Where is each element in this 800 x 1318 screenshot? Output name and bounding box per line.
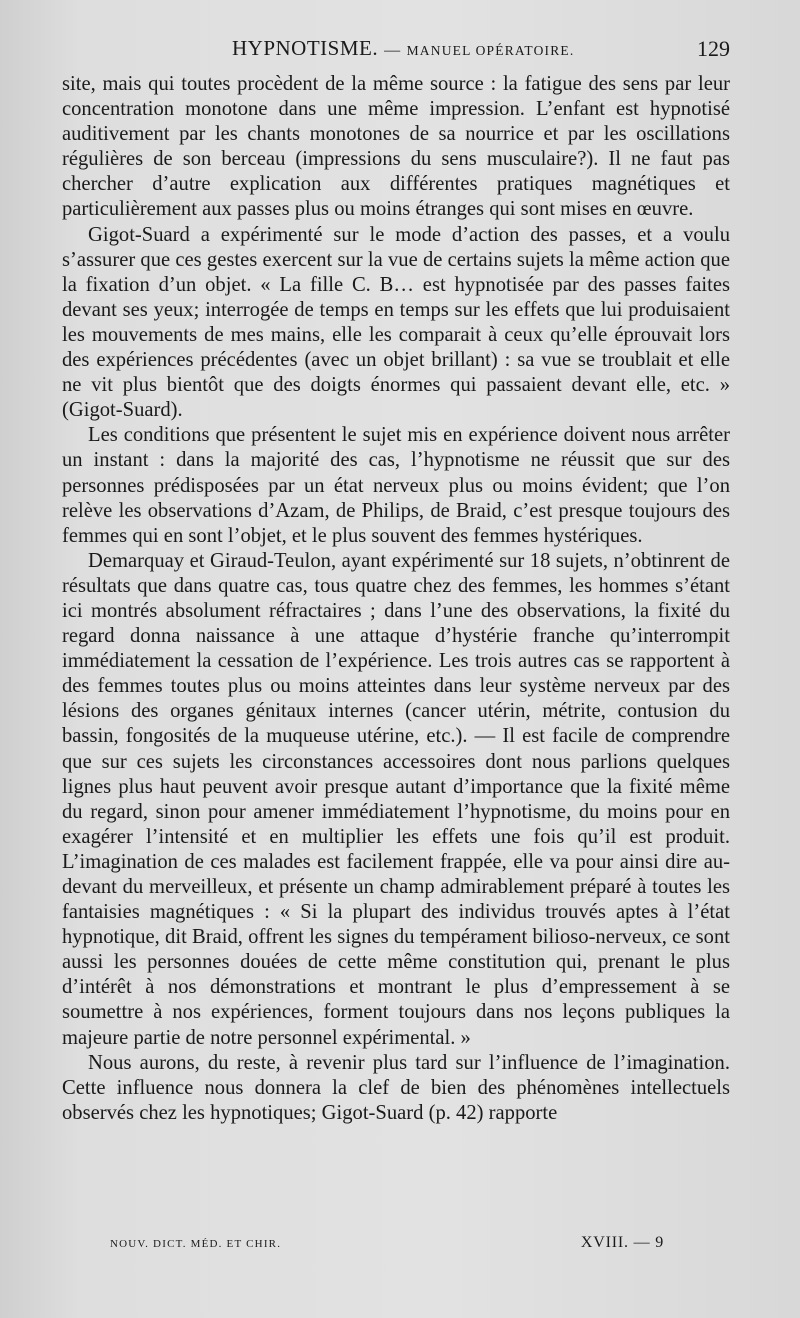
running-header — [62, 36, 730, 64]
header-dash: — — [384, 42, 401, 59]
paragraph: Les conditions que présentent le sujet mis en expérience doivent nous arrêter un instant : dans la majorité des cas, l’hypnotisme ne réussit que sur des personnes prédisposées par un état nerveux plus ou moins évident; que l’on relève les observations d’Azam, de Philips, de Braid, c’est presque toujours des femmes qui en sont l’objet, et le plus souvent des femmes hystériques. — [62, 424, 730, 547]
footer-signature: NOUV. DICT. MÉD. ET CHIR. — [110, 1238, 282, 1250]
header-title: HYPNOTISME. — [232, 36, 379, 60]
page-number: 129 — [697, 36, 730, 61]
body-text — [62, 72, 730, 1126]
running-title — [232, 36, 574, 61]
footer-volume: XVIII. — 9 — [580, 1234, 664, 1251]
page-footer — [110, 1234, 664, 1256]
paragraph: Demarquay et Giraud-Teulon, ayant expérimenté sur 18 sujets, n’obtinrent de résultats que dans quatre cas, tous quatre chez des femmes, les hommes s’étant ici montrés absolument réfractaires ; dans l’une des observations, la fixité du regard donna naissance à une attaque d’hystérie franche qu’interrompit immédiatement la cessation de l’expérience. Les trois autres cas se rapportent à des femmes toutes plus ou moins atteintes dans leur système nerveux par des lésions des organes génitaux internes (cancer utérin, métrite, contusion du bassin, fongosités de la muqueuse utérine, etc.). — Il est facile de comprendre que sur ces sujets les circonstances accessoires dont nous parlions quelques lignes plus haut peuvent avoir presque autant d’importance que la fixité même du regard, sinon pour amener immédiatement l’hypnotisme, du moins pour en exagérer l’intensité et en multiplier les effets une fois qu’il est produit. L’imagination de ces malades est facilement frappée, elle va pour ainsi dire au-devant du merveilleux, et présente un champ admirablement préparé à toutes les fantaisies magnétiques : « Si la plupart des individus trouvés aptes à l’état hypnotique, dit Braid, offrent les signes du tempérament bilioso-nerveux, ce sont aussi les personnes douées de cette même constitution qui, prenant le plus d’intérêt à nos démonstrations et montrant le plus d’empressement à se soumettre à nos expériences, forment toujours dans nos leçons publiques la majeure partie de notre personnel expérimental. » — [62, 549, 730, 1049]
paragraph: Nous aurons, du reste, à revenir plus tard sur l’influence de l’imagination. Cette influence nous donnera la clef de bien des phénomènes intellectuels observés chez les hypnotiques; Gigot-Suard (p. 42) rapporte — [62, 1051, 730, 1124]
paragraph: Gigot-Suard a expérimenté sur le mode d’action des passes, et a voulu s’assurer que ces gestes exercent sur la vue de certains sujets la même action que la fixation d’un objet. « La fille C. B… est hypnotisée par des passes faites devant ses yeux; interrogée de temps en temps sur les effets que lui produisaient les mouvements de mes mains, elle les comparait à ceux qu’elle éprouvait lors des expériences précédentes (avec un objet brillant) : sa vue se troublait et elle ne vit plus bientôt que des doigts énormes qui passaient devant elle, etc. » (Gigot-Suard). — [62, 223, 730, 422]
paragraph: site, mais qui toutes procèdent de la même source : la fatigue des sens par leur concentration monotone dans une même impression. L’enfant est hypnotisé auditivement par les chants monotones de sa nourrice et par les oscillations régulières de son berceau (impressions du sens musculaire?). Il ne faut pas chercher d’autre explication aux différentes pratiques magnétiques et particulièrement aux passes plus ou moins étranges qui sont mises en œuvre. — [62, 73, 730, 221]
header-subtitle: MANUEL OPÉRATOIRE. — [406, 43, 575, 58]
